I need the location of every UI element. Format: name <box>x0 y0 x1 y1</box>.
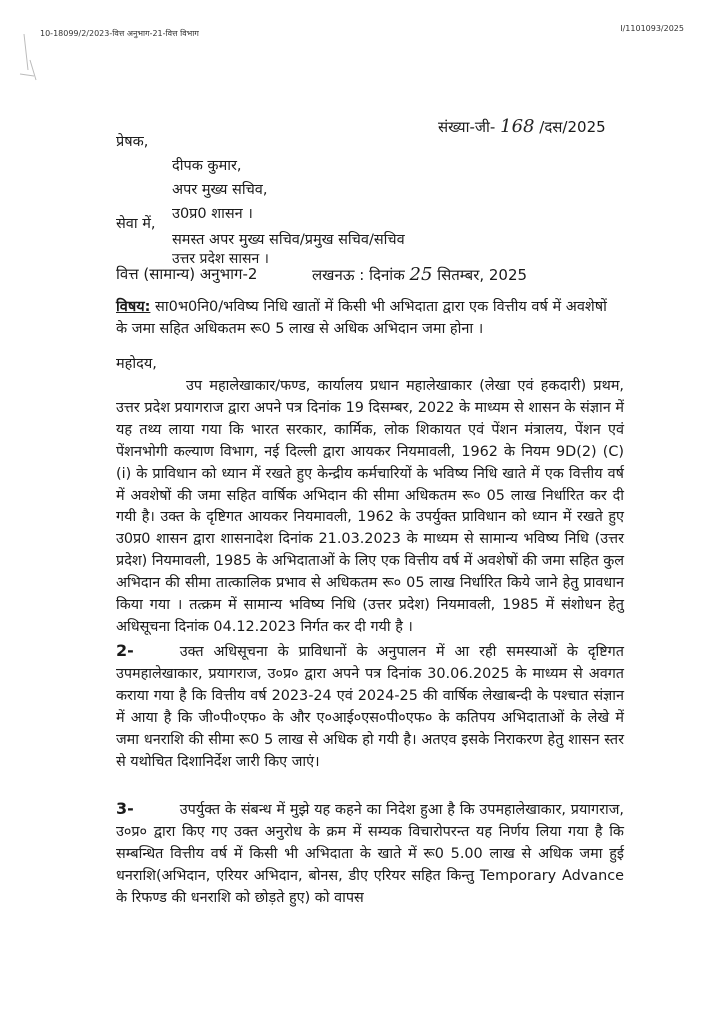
place-date-prefix: लखनऊ : दिनांक <box>312 266 405 284</box>
sender-name: दीपक कुमार, <box>172 158 242 174</box>
salutation: महोदय, <box>116 356 157 372</box>
sender-label: प्रेषक, <box>116 134 149 150</box>
paragraph-2-text: उक्त अधिसूचना के प्राविधानों के अनुपालन में आ रही समस्याओं के दृष्टिगत उपमहालेखाकार, प्रयागराज, उ०प्र० द्वारा अपने पत्र दिनांक 30.06.2025 के माध्यम से अवगत कराया गया है कि वित्तीय वर्ष 2023-24 एवं 2024-25 की वार्षिक लेखाबन्दी के पश्चात संज्ञान में आया है कि जी०पी०एफ० के और ए०आई०एस०पी०एफ० के कतिपय अभिदाताओं के लेखे में जमा धनराशि की सीमा रू0 5 लाख से अधिक हो गयी है। अतएव इसके निराकरण हेतु शासन स्तर से यथोचित दिशानिर्देश जारी किए जाएं। <box>116 644 624 770</box>
sender-org: उ0प्र0 शासन । <box>172 206 253 222</box>
paragraph-1 <box>116 376 624 639</box>
section-date-line <box>116 264 636 284</box>
paragraph-1-text: उप महालेखाकार/फण्ड, कार्यालय प्रधान महालेखाकार (लेखा एवं हकदारी) प्रथम, उत्तर प्रदेश प्रयागराज द्वारा अपने पत्र दिनांक 19 दिसम्बर, 2022 के माध्यम से शासन के संज्ञान में यह तथ्य लाया गया कि भारत सरकार, कार्मिक, लोक शिकायत एवं पेंशन मंत्रालय, पेंशन एवं पेंशनभोगी कल्याण विभाग, नई दिल्ली द्वारा आयकर नियमावली, 1962 के नियम 9D(2) (C) (i) के प्राविधान को ध्यान में रखते हुए केन्द्रीय कर्मचारियों के भविष्य निधि खाते में एक वित्तीय वर्ष में अवशेषों की जमा सहित वार्षिक अभिदान की सीमा अधिकतम रू० 05 लाख निर्धारित कर दी गयी है। उक्त के दृष्टिगत आयकर नियमावली, 1962 के उपर्युक्त प्राविधान को ध्यान में रखते हुए उ0प्र0 शासन द्वारा शासनादेश दिनांक 21.03.2023 के माध्यम से सामान्य भविष्य निधि (उत्तर प्रदेश) नियमावली, 1985 के अभिदाताओं के लिए एक वित्तीय वर्ष में अवशेषों की जमा सहित कुल अभिदान की सीमा तात्कालिक प्रभाव से अधिकतम रू० 05 लाख निर्धारित किये जाने हेतु प्रावधान किया गया । तत्क्रम में सामान्य भविष्य निधि (उत्तर प्रदेश) नियमावली, 1985 में संशोधन हेतु अधिसूचना दिनांक 04.12.2023 निर्गत कर दी गयी है । <box>116 378 624 635</box>
subject-label: विषय: <box>116 299 151 315</box>
file-reference-left: 10-18099/2/2023-वित्त अनुभाग-21-वित्त विभाग <box>40 29 199 38</box>
letter-reference-number <box>438 116 606 137</box>
ref-suffix: /दस/2025 <box>539 118 606 136</box>
margin-mark-icon <box>16 30 46 90</box>
paragraph-3-number: 3- <box>116 799 134 818</box>
sender-designation: अपर मुख्य सचिव, <box>172 182 268 198</box>
paragraph-2 <box>116 640 624 773</box>
subject-block <box>116 296 621 340</box>
date-rest: सितम्बर, 2025 <box>437 266 528 284</box>
place-date <box>312 264 527 285</box>
ref-number-handwritten: 168 <box>500 116 535 137</box>
subject-text: सा0भ0नि0/भविष्य निधि खातों में किसी भी अभिदाता द्वारा एक वित्तीय वर्ष में अवशेषों के जमा सहित अधिकतम रू0 5 लाख से अधिक अभिदान जमा होना । <box>116 299 607 337</box>
to-label: सेवा में, <box>116 216 156 232</box>
recipient-line-1: समस्त अपर मुख्य सचिव/प्रमुख सचिव/सचिव <box>172 232 405 248</box>
section-name: वित्त (सामान्य) अनुभाग-2 <box>116 265 258 283</box>
file-reference-right: I/1101093/2025 <box>620 24 684 33</box>
paragraph-2-number: 2- <box>116 641 134 660</box>
paragraph-3-text: उपर्युक्त के संबन्ध में मुझे यह कहने का निदेश हुआ है कि उपमहालेखाकार, प्रयागराज, उ०प्र० द्वारा किए गए उक्त अनुरोध के क्रम में सम्यक विचारोपरन्त यह निर्णय लिया गया है कि सम्बन्धित वित्तीय वर्ष में किसी भी अभिदाता के खाते में रू0 5.00 लाख से अधिक जमा हुई धनराशि(अभिदान, एरियर अभिदान, बोनस, डीए एरियर सहित किन्तु Temporary Advance के रिफण्ड की धनराशि को छोड़ते हुए) को वापस <box>116 802 624 906</box>
ref-prefix: संख्या-जी- <box>438 118 496 136</box>
date-day-handwritten: 25 <box>409 264 433 285</box>
paragraph-3 <box>116 798 624 910</box>
recipient-line-2: उत्तर प्रदेश सासन । <box>172 251 269 267</box>
